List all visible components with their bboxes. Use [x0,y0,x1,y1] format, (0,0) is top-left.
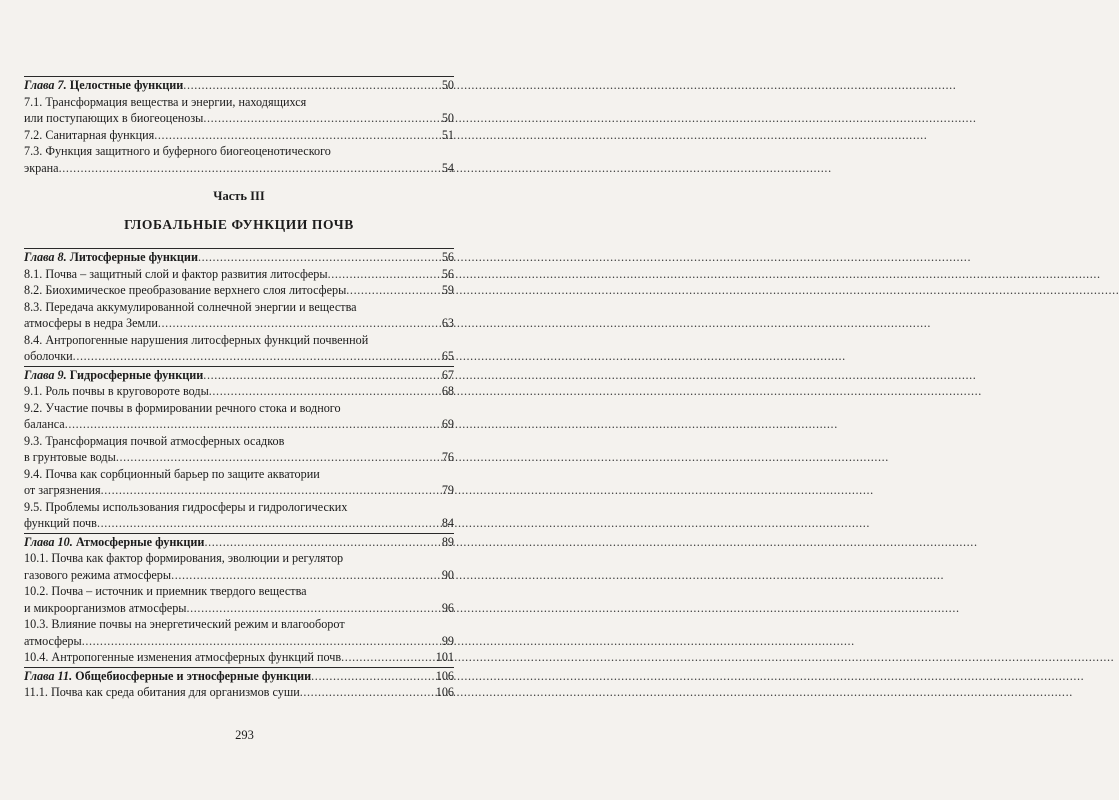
chapter-number: Глава 8. [24,250,67,264]
dot-leader [183,77,441,94]
chapter-heading [24,249,198,266]
entry-text-line: 7.1. Трансформация вещества и энергии, находящихся [24,94,307,109]
toc-entry [24,649,454,666]
entry-text-line: 10.2. Почва – источник и приемник твердого вещества [24,584,307,598]
entry-page: 68 [441,384,454,398]
chapter-8-section [24,249,454,365]
entry-title: функций почв [24,516,97,530]
entry-title: 8.1. Почва – защитный слой и фактор развития литосферы [24,266,328,281]
entry-title: газового режима атмосферы [24,567,172,582]
dot-leader [154,127,441,144]
chapter-entry [24,249,454,266]
entry-title: экрана [24,160,59,175]
chapter-title: Целостные функции [69,78,184,92]
chapter-7-section [24,77,454,176]
entry-page: 56 [441,266,454,281]
entry-text-line: 9.5. Проблемы использования гидросферы и гидрологических [24,499,348,514]
entry-page: 69 [441,417,454,431]
entry-title: 11.1. Почва как среда обитания для организмов суши [24,685,300,699]
dot-leader [328,266,441,283]
dot-leader [97,515,441,532]
chapter-page: 67 [441,367,454,382]
dot-leader [209,383,441,400]
chapter-heading [24,77,183,94]
chapter-title: Общебиосферные и этносферные функции [75,668,312,683]
chapter-10-section [24,534,454,666]
chapter-11-section [24,668,454,701]
entry-title: и микроорганизмов атмосферы [24,600,187,615]
entry-page: 76 [441,450,454,464]
chapter-page: 50 [441,78,454,92]
toc-entry [24,383,454,400]
entry-text-line: 10.1. Почва как фактор формирования, эволюции и регулятор [24,551,344,565]
chapter-number: Глава 9. [24,367,67,382]
toc-entry [24,567,454,584]
entry-title: атмосферы [24,633,82,648]
chapter-heading [24,668,311,685]
dot-leader [158,315,441,332]
entry-text-line: 8.3. Передача аккумулированной солнечной энергии и вещества [24,299,357,314]
dot-leader [73,348,441,365]
entry-title: 7.2. Санитарная функция [24,127,155,142]
entry-page: 101 [435,650,454,664]
entry-text-line: 8.4. Антропогенные нарушения литосферных функций почвенной [24,332,369,347]
dot-leader [101,482,441,499]
chapter-title: Литосферные функции [69,250,198,264]
toc-entry [24,266,454,283]
dot-leader [82,633,441,650]
dot-leader [300,684,435,701]
toc-entry [24,633,454,650]
table-of-contents [24,76,454,702]
entry-text-line: 9.4. Почва как сорбционный барьер по защите акватории [24,466,320,481]
dot-leader [65,416,441,433]
chapter-title: Гидросферные функции [69,367,204,382]
dot-leader [341,649,435,666]
entry-page: 50 [441,111,454,125]
dot-leader [116,449,441,466]
entry-page: 99 [441,633,454,648]
entry-page: 90 [441,567,454,582]
chapter-number: Глава 10. [24,534,73,549]
dot-leader [198,249,441,266]
entry-page: 51 [441,127,454,142]
entry-title: 8.2. Биохимическое преобразование верхнего слоя литосферы [24,283,347,297]
book-page [0,0,489,800]
dot-leader [59,160,441,177]
entry-page: 63 [441,316,454,330]
dot-leader [346,282,441,299]
entry-text-line: 9.3. Трансформация почвой атмосферных осадков [24,433,285,448]
entry-text-line: 9.2. Участие почвы в формировании речного стока и водного [24,400,341,415]
entry-title: баланса [24,417,65,431]
part-label: Часть III [213,189,265,203]
chapter-9-section [24,367,454,532]
toc-entry [24,282,454,299]
entry-page: 96 [441,600,454,615]
entry-title: оболочки [24,349,73,363]
entry-title: от загрязнения [24,483,101,497]
toc-entry [24,416,454,433]
chapter-page: 89 [441,534,454,549]
chapter-number: Глава 7. [24,78,67,92]
toc-entry [24,348,454,365]
entry-text-line: 10.3. Влияние почвы на энергетический режим и влагооборот [24,617,345,631]
entry-page: 59 [441,283,454,297]
entry-page: 54 [441,160,454,175]
part-heading: ГЛОБАЛЬНЫЕ ФУНКЦИИ ПОЧВ [124,217,354,232]
toc-entry [24,315,454,332]
entry-title: или поступающих в биогеоценозы [24,111,204,125]
entry-page: 79 [441,483,454,497]
toc-entry [24,600,454,617]
chapter-entry [24,367,454,384]
toc-entry [24,127,454,144]
chapter-entry [24,668,454,685]
chapter-heading [24,367,203,384]
entry-page: 106 [435,685,454,699]
dot-leader [311,668,435,685]
entry-title: 9.1. Роль почвы в круговороте воды [24,384,209,398]
toc-entry [24,515,454,532]
chapter-heading [24,534,204,551]
page-number: 293 [235,728,254,742]
chapter-title: Атмосферные функции [75,534,205,549]
toc-entry [24,482,454,499]
chapter-entry [24,77,454,94]
entry-title: в грунтовые воды [24,450,116,464]
entry-page: 65 [441,349,454,363]
toc-entry [24,110,454,127]
dot-leader [204,534,440,551]
dot-leader [186,600,440,617]
toc-entry [24,160,454,177]
chapter-entry [24,534,454,551]
entry-title: атмосферы в недра Земли [24,316,158,330]
entry-text-line: 7.3. Функция защитного и буферного биогеоценотического [24,144,331,158]
toc-entry [24,684,454,701]
dot-leader [203,110,440,127]
dot-leader [203,367,441,384]
dot-leader [171,567,441,584]
entry-title: 10.4. Антропогенные изменения атмосферных функций почв [24,650,342,664]
chapter-number: Глава 11. [24,668,73,683]
entry-page: 84 [441,516,454,530]
chapter-page: 106 [435,668,454,683]
chapter-page: 56 [441,250,454,264]
toc-entry [24,449,454,466]
